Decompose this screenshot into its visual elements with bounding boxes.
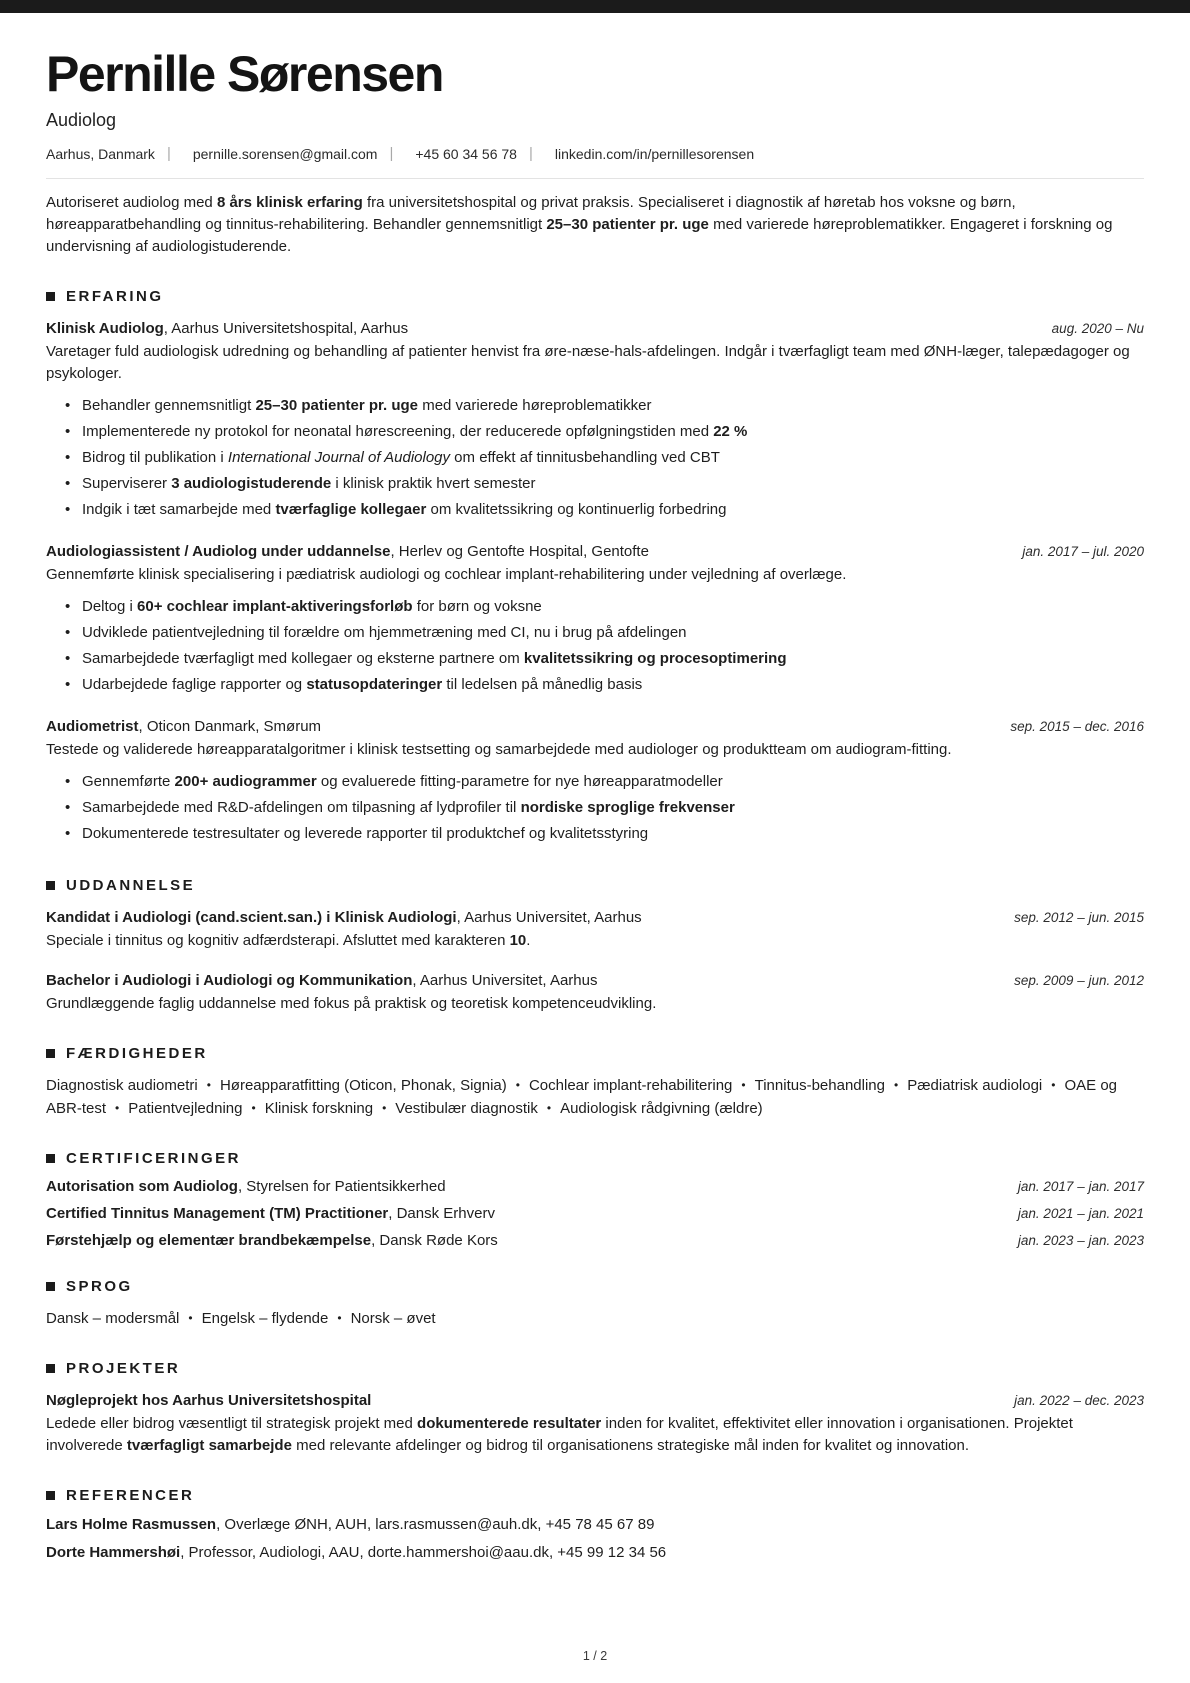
entry-date: jan. 2017 – jul. 2020 [1022,544,1144,559]
section-marker-icon [46,1049,55,1058]
section-title: PROJEKTER [66,1360,181,1377]
entry-date: jan. 2021 – jan. 2021 [1017,1206,1144,1221]
entry-title: Autorisation som Audiolog, Styrelsen for Patientsikkerhed [46,1178,446,1195]
person-role: Audiolog [46,110,117,130]
entry-title: Bachelor i Audiologi i Audiologi og Kommunikation, Aarhus Universitet, Aarhus [46,972,598,989]
entry-header [46,972,1144,989]
bullet-item: • Bidrog til publikation i International Journal of Audiology om effekt af tinnitusbehandling ved CBT [46,445,1144,471]
section-title: CERTIFICERINGER [66,1150,242,1167]
contact-phone: +45 60 34 56 78 [415,145,517,162]
entry-description: Gennemførte klinisk specialisering i pædiatrisk audiologi og cochlear implant-rehabilitering under vejledning af overlæge. [46,566,847,583]
section-education [46,877,1144,1015]
entry-header [46,718,1144,735]
entry-header [46,1392,1144,1409]
bullet-item: • Dokumenterede testresultater og leverede rapporter til produktchef og kvalitetsstyring [46,821,1144,847]
section-marker-icon [46,881,55,890]
bullet-item: • Indgik i tæt samarbejde med tværfaglige kollegaer om kvalitetssikring og kontinuerlig forbedring [46,497,1144,523]
skills-list: Diagnostisk audiometri • Høreapparatfitting (Oticon, Phonak, Signia) • Cochlear implant-rehabilitering • Tinnitus-behandling • Pædiatrisk audiologi • OAE og ABR-test • Patientvejledning • Klinisk forskning • Vestibulær diagnostik • Audiologisk rådgivning (ældre) [46,1077,1117,1117]
top-bar [0,0,1190,13]
entry-title: Audiologiassistent / Audiolog under uddannelse, Herlev og Gentofte Hospital, Gentofte [46,543,649,560]
section-header-references [46,1487,1144,1504]
bullet-item: • Udviklede patientvejledning til forældre om hjemmetræning med CI, nu i brug på afdelingen [46,620,1144,646]
contact-email: pernille.sorensen@gmail.com [192,145,378,162]
bullet-item: • Samarbejdede tværfagligt med kollegaer og eksterne partnere om kvalitetssikring og procesoptimering [46,646,1144,672]
section-experience [46,288,1144,847]
entry-date: aug. 2020 – Nu [1051,321,1144,336]
reference-entry: Lars Holme Rasmussen, Overlæge ØNH, AUH, lars.rasmussen@auh.dk, +45 78 45 67 89 [46,1516,655,1533]
entry-title: Nøgleprojekt hos Aarhus Universitetshospital [46,1392,372,1409]
entry-description: Grundlæggende faglig uddannelse med fokus på praktisk og teoretisk kompetenceudvikling. [46,995,657,1012]
section-skills [46,1045,1144,1120]
experience-entry [46,320,1144,523]
section-projects [46,1360,1144,1457]
contact-separator: | [528,145,533,162]
certification-entry [46,1179,1144,1194]
languages-list: Dansk – modersmål • Engelsk – flydende • Norsk – øvet [46,1310,436,1327]
section-languages [46,1278,1144,1330]
section-marker-icon [46,1491,55,1500]
page-indicator: 1 / 2 [582,1649,608,1663]
bullet-item: • Gennemførte 200+ audiogrammer og evaluerede fitting-parametre for nye høreapparatmodeller [46,769,1144,795]
bullet-item: • Samarbejdede med R&D-afdelingen om tilpasning af lydprofiler til nordiske sproglige frekvenser [46,795,1144,821]
entry-description: Speciale i tinnitus og kognitiv adfærdsterapi. Afsluttet med karakteren 10. [46,932,531,949]
contact-row [46,145,1144,162]
section-header-experience [46,288,1144,305]
bullet-list [46,594,1144,698]
header-divider [46,178,1144,179]
experience-entry [46,718,1144,847]
entry-description: Varetager fuld audiologisk udredning og behandling af patienter henvist fra øre-næse-hals-afdelingen. Indgår i tværfagligt team med ØNH-læger, talepædagoger og psykologer. [46,343,1130,382]
experience-entry [46,543,1144,698]
resume-header [46,47,1144,162]
contact-location: Aarhus, Danmark [46,145,155,162]
section-certifications [46,1150,1144,1248]
bullet-item: • Deltog i 60+ cochlear implant-aktiveringsforløb for børn og voksne [46,594,1144,620]
section-header-projects [46,1360,1144,1377]
entry-title: Førstehjælp og elementær brandbekæmpelse, Dansk Røde Kors [46,1232,498,1249]
section-marker-icon [46,1154,55,1163]
entry-date: sep. 2009 – jun. 2012 [1014,973,1144,988]
section-header-education [46,877,1144,894]
resume-content [0,47,1190,1560]
entry-description: Testede og validerede høreapparatalgoritmer i klinisk testsetting og samarbejdede med audiologer og produktteam om audiogram-fitting. [46,741,952,758]
entry-title: Audiometrist, Oticon Danmark, Smørum [46,718,322,735]
contact-separator: | [166,145,171,162]
section-title: UDDANNELSE [66,877,196,894]
entry-header [46,543,1144,560]
section-marker-icon [46,1282,55,1291]
entry-header [46,320,1144,337]
entry-title: Kandidat i Audiologi (cand.scient.san.) i Klinisk Audiologi, Aarhus Universitet, Aarhus [46,909,642,926]
project-entry [46,1392,1144,1457]
section-title: ERFARING [66,288,164,305]
summary-paragraph: Autoriseret audiolog med 8 års klinisk erfaring fra universitetshospital og privat praksis. Specialiseret i diagnostik af høretab hos voksne og børn, høreapparatbehandling og tinnitus-rehabilitering. Behandler gennemsnitligt 25–30 patienter pr. uge med varierede høreproblematikker. Engageret i forskning og undervisning af audiologistuderende. [46,194,1113,255]
section-header-skills [46,1045,1144,1062]
entry-date: sep. 2012 – jun. 2015 [1014,910,1144,925]
education-entry [46,909,1144,952]
entry-description: Ledede eller bidrog væsentligt til strategisk projekt med dokumenterede resultater inden for kvalitet, effektivitet eller innovation i organisationen. Projektet involverede tværfagligt samarbejde med relevante afdelinger og bidrog til organisationens strategiske mål inden for kvalitet og innovation. [46,1415,1073,1454]
entry-date: sep. 2015 – dec. 2016 [1010,719,1144,734]
entry-title: Klinisk Audiolog, Aarhus Universitetshospital, Aarhus [46,320,409,337]
bullet-list [46,769,1144,847]
certification-entry [46,1233,1144,1248]
entry-header [46,909,1144,926]
certification-entry [46,1206,1144,1221]
entry-title: Certified Tinnitus Management (TM) Practitioner, Dansk Erhverv [46,1205,495,1222]
section-header-certifications [46,1150,1144,1167]
section-marker-icon [46,1364,55,1373]
contact-linkedin: linkedin.com/in/pernillesorensen [554,145,755,162]
reference-entry: Dorte Hammershøi, Professor, Audiologi, AAU, dorte.hammershoi@aau.dk, +45 99 12 34 56 [46,1544,667,1561]
bullet-item: • Udarbejdede faglige rapporter og statusopdateringer til ledelsen på månedlig basis [46,672,1144,698]
bullet-list [46,393,1144,523]
bullet-item: • Behandler gennemsnitligt 25–30 patienter pr. uge med varierede høreproblematikker [46,393,1144,419]
entry-date: jan. 2017 – jan. 2017 [1017,1179,1144,1194]
person-name: Pernille Sørensen [46,46,443,102]
bullet-item: • Superviserer 3 audiologistuderende i klinisk praktik hvert semester [46,471,1144,497]
contact-separator: | [389,145,394,162]
entry-date: jan. 2022 – dec. 2023 [1014,1393,1144,1408]
section-title: SPROG [66,1278,133,1295]
bullet-item: • Implementerede ny protokol for neonatal hørescreening, der reducerede opfølgningstiden med 22 % [46,419,1144,445]
section-title: FÆRDIGHEDER [66,1045,208,1062]
education-entry [46,972,1144,1015]
section-header-languages [46,1278,1144,1295]
section-title: REFERENCER [66,1487,195,1504]
entry-date: jan. 2023 – jan. 2023 [1017,1233,1144,1248]
section-references [46,1487,1144,1560]
section-marker-icon [46,292,55,301]
